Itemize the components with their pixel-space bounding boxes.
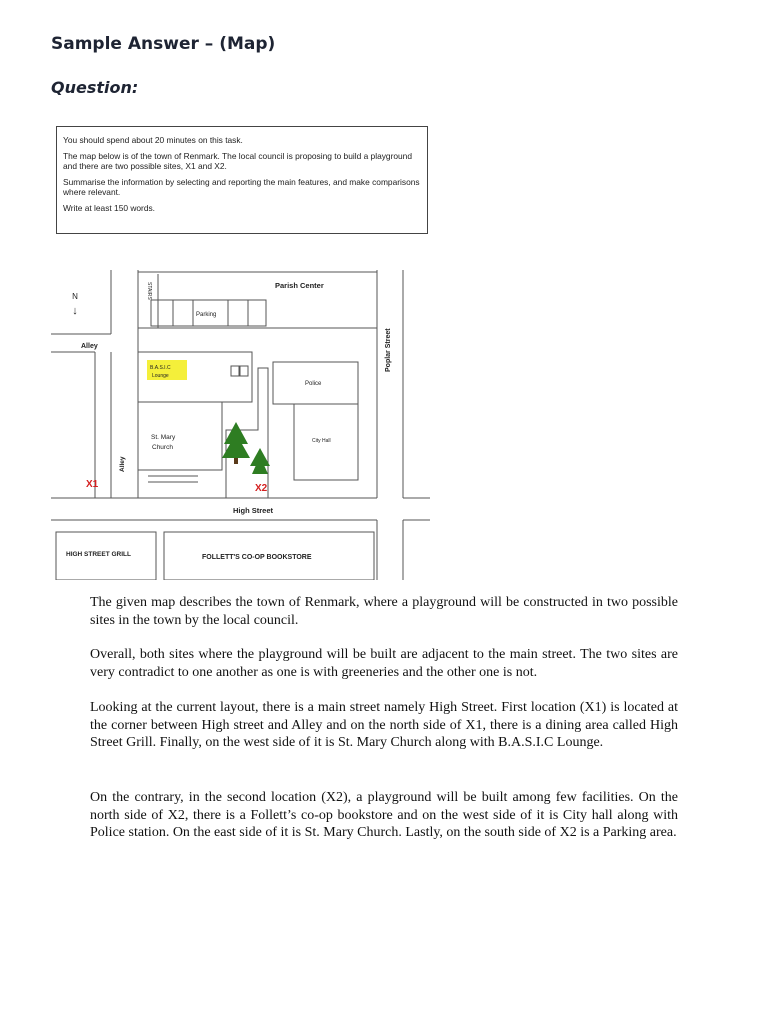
grill-label: HIGH STREET GRILL: [66, 551, 131, 558]
poplar-street-label: Poplar Street: [385, 328, 392, 372]
parking-label: Parking: [196, 312, 217, 318]
lounge-label-2: Lounge: [152, 373, 169, 379]
task-time: You should spend about 20 minutes on this task.: [63, 135, 243, 145]
parish-center-label: Parish Center: [275, 281, 324, 290]
task-description: The map below is of the town of Renmark. The local council is proposing to build a playground and there are two possible sites, X1 and X2.: [63, 151, 412, 171]
stairs-label: STAIRS: [146, 282, 152, 300]
answer-paragraph-1: The given map describes the town of Renmark, where a playground will be constructed in two possible sites in the town by the local council.: [90, 595, 678, 628]
answer-paragraph-4: On the contrary, in the second location (X2), a playground will be built among few facilities. On the north side of X2, there is a Follett’s co-op bookstore and on the west side of it is City hall along with Police station. On the east side of it is St. Mary Church. Lastly, on the south side of X2 is a Parking area.: [90, 790, 678, 840]
answer-paragraph-2: Overall, both sites where the playground will be built are adjacent to the main street. The two sites are very contradict to one another as one is with greeneries and the other one is not.: [90, 647, 678, 680]
task-box: [56, 126, 428, 234]
north-arrow-icon: ↓: [72, 305, 78, 317]
page-title: Sample Answer – (Map): [51, 34, 276, 54]
site-x1-label: X1: [86, 479, 99, 490]
answer-paragraph-3: Looking at the current layout, there is a main street namely High Street. First location (X1) is located at the corner between High street and Alley and on the north side of X1, there is a dining area called High Street Grill. Finally, on the west side of it is St. Mary Church along with B.A.S.I.C Lounge.: [90, 700, 678, 750]
task-instruction: Summarise the information by selecting and reporting the main features, and make comparisons where relevant.: [63, 177, 420, 197]
church-label-2: Church: [152, 444, 173, 451]
site-x2-label: X2: [255, 483, 268, 494]
high-street-label: High Street: [233, 506, 274, 515]
north-label: N: [72, 292, 78, 301]
task-word-count: Write at least 150 words.: [63, 203, 156, 213]
city-hall-label: City Hall: [312, 438, 331, 444]
alley-side-label: Alley: [119, 456, 126, 472]
bookstore-label: FOLLETT'S CO-OP BOOKSTORE: [202, 554, 312, 561]
church-label-1: St. Mary: [151, 434, 176, 441]
question-heading: Question:: [51, 78, 139, 97]
lounge-label-1: B.A.S.I.C: [150, 365, 171, 371]
police-label: Police: [305, 381, 322, 387]
alley-top-label: Alley: [81, 343, 98, 350]
renmark-map: [38, 262, 438, 580]
